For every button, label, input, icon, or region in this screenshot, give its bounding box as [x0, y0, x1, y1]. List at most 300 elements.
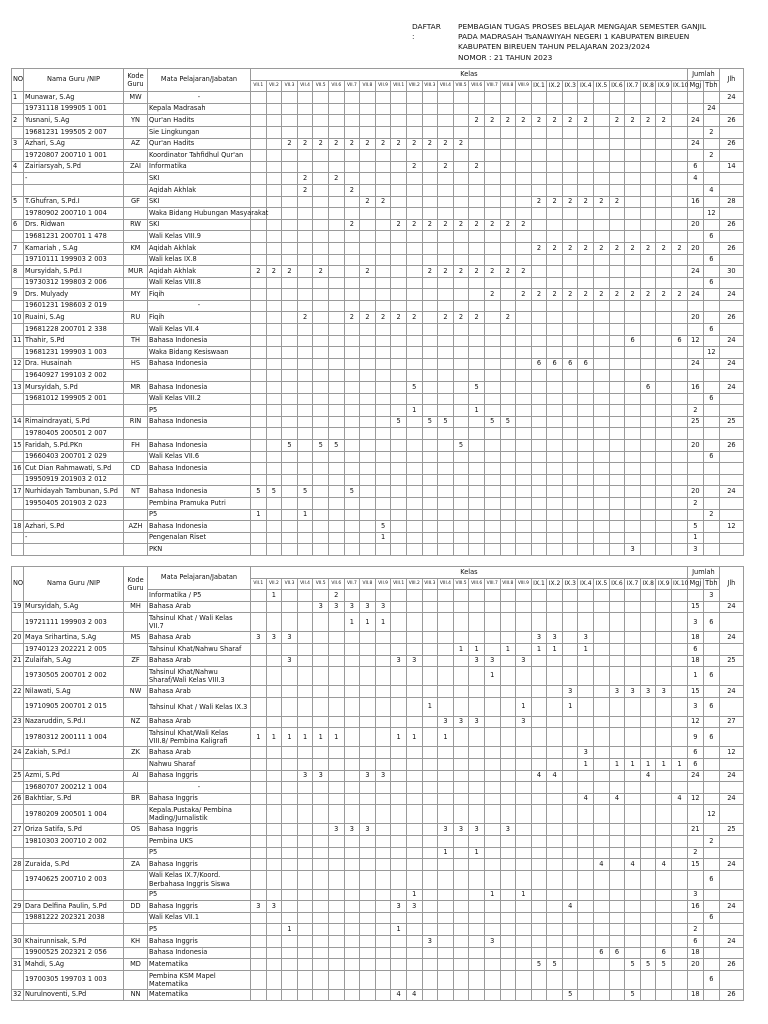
- class-cell: [453, 509, 469, 521]
- class-cell: [484, 643, 500, 655]
- class-cell: [266, 126, 282, 138]
- class-cell: [438, 901, 454, 913]
- class-cell: [313, 870, 329, 889]
- class-cell: [313, 643, 329, 655]
- class-cell: 2: [609, 242, 625, 254]
- class-cell: [422, 161, 438, 173]
- teacher-name-cell: 19730312 199803 2 006: [24, 277, 124, 289]
- teacher-name-cell: Nurhidayah Tambunan, S.Pd: [24, 486, 124, 498]
- class-cell: [251, 173, 267, 185]
- teacher-name-cell: 19721111 199903 2 003: [24, 613, 124, 632]
- class-cell: [266, 847, 282, 859]
- class-cell: [547, 416, 563, 428]
- class-cell: [360, 115, 376, 127]
- jlh-cell: 28: [719, 196, 743, 208]
- class-cell: [640, 103, 656, 115]
- class-cell: [547, 613, 563, 632]
- class-cell: 3: [360, 601, 376, 613]
- class-cell: [251, 289, 267, 301]
- class-cell: 2: [625, 242, 641, 254]
- class-cell: [531, 254, 547, 266]
- jlh-cell: 27: [719, 716, 743, 728]
- class-cell: [640, 901, 656, 913]
- class-cell: [282, 347, 298, 359]
- subject-cell: P5: [148, 405, 251, 417]
- class-cell: [516, 912, 532, 924]
- class-cell: [266, 758, 282, 770]
- class-cell: [656, 312, 672, 324]
- class-cell: [375, 716, 391, 728]
- tbh-cell: [703, 947, 719, 959]
- class-cell: [266, 242, 282, 254]
- class-cell: [406, 601, 422, 613]
- class-cell: [438, 347, 454, 359]
- class-cell: [328, 770, 344, 782]
- class-cell: 2: [594, 242, 610, 254]
- class-cell: [375, 947, 391, 959]
- class-cell: [547, 697, 563, 716]
- class-cell: [500, 924, 516, 936]
- class-cell: [251, 643, 267, 655]
- jlh-cell: [719, 231, 743, 243]
- table-row: [12, 370, 744, 382]
- class-cell: [328, 970, 344, 989]
- class-cell: [484, 92, 500, 104]
- class-cell: [640, 912, 656, 924]
- class-cell: [640, 835, 656, 847]
- class-cell: [344, 859, 360, 871]
- class-cell: 2: [391, 219, 407, 231]
- class-cell: [640, 870, 656, 889]
- class-cell: [594, 959, 610, 971]
- class-cell: [656, 532, 672, 544]
- class-cell: 3: [422, 936, 438, 948]
- class-cell: [375, 254, 391, 266]
- class-cell: [547, 716, 563, 728]
- table-row: [12, 601, 744, 613]
- class-cell: 3: [562, 686, 578, 698]
- class-cell: [578, 184, 594, 196]
- class-cell: [360, 870, 376, 889]
- class-cell: [562, 231, 578, 243]
- class-cell: [656, 92, 672, 104]
- table-row: [12, 103, 744, 115]
- class-cell: [609, 300, 625, 312]
- class-cell: [313, 970, 329, 989]
- tbh-cell: [703, 686, 719, 698]
- class-cell: [640, 428, 656, 440]
- class-cell: [266, 859, 282, 871]
- class-cell: [516, 184, 532, 196]
- class-cell: [406, 870, 422, 889]
- mgj-cell: [687, 509, 703, 521]
- subject-cell: -: [148, 300, 251, 312]
- class-cell: [438, 393, 454, 405]
- class-cell: [562, 497, 578, 509]
- class-cell: [375, 486, 391, 498]
- col-no-header: NO: [12, 69, 24, 92]
- class-cell: [391, 835, 407, 847]
- teacher-code-cell: [124, 728, 148, 747]
- class-cell: [516, 138, 532, 150]
- class-cell: [547, 590, 563, 602]
- class-cell: [484, 747, 500, 759]
- class-cell: [391, 824, 407, 836]
- class-cell: [328, 289, 344, 301]
- class-cell: [251, 416, 267, 428]
- class-cell: [344, 686, 360, 698]
- row-number: [12, 474, 24, 486]
- class-cell: [484, 312, 500, 324]
- class-cell: 5: [438, 416, 454, 428]
- col-kode-header: Kode Guru: [124, 567, 148, 602]
- class-cell: [562, 590, 578, 602]
- class-cell: [360, 358, 376, 370]
- table-row: [12, 989, 744, 1001]
- class-cell: [328, 497, 344, 509]
- class-cell: [578, 936, 594, 948]
- class-cell: [640, 358, 656, 370]
- class-cell: [609, 805, 625, 824]
- class-cell: [375, 370, 391, 382]
- jlh-cell: [719, 970, 743, 989]
- class-cell: [391, 335, 407, 347]
- class-cell: [328, 989, 344, 1001]
- class-cell: 1: [500, 643, 516, 655]
- mgj-cell: [687, 277, 703, 289]
- class-cell: [266, 532, 282, 544]
- class-cell: 2: [375, 138, 391, 150]
- class-cell: [516, 747, 532, 759]
- jlh-cell: [719, 126, 743, 138]
- class-cell: [266, 428, 282, 440]
- class-cell: [500, 126, 516, 138]
- class-cell: [609, 266, 625, 278]
- class-cell: [438, 358, 454, 370]
- teacher-name-cell: 19740625 200710 2 003: [24, 870, 124, 889]
- jlh-cell: 26: [719, 219, 743, 231]
- teacher-code-cell: MW: [124, 92, 148, 104]
- class-label: IX.6: [609, 80, 625, 92]
- class-cell: [266, 173, 282, 185]
- class-cell: 3: [360, 824, 376, 836]
- class-cell: [625, 266, 641, 278]
- subject-cell: Wali Kelas VIII.9: [148, 231, 251, 243]
- jlh-cell: 24: [719, 289, 743, 301]
- class-cell: [640, 782, 656, 794]
- class-cell: [562, 632, 578, 644]
- class-cell: [453, 300, 469, 312]
- class-cell: [469, 959, 485, 971]
- class-cell: [672, 782, 688, 794]
- class-cell: [391, 889, 407, 901]
- class-cell: [282, 870, 298, 889]
- class-cell: [360, 150, 376, 162]
- teacher-name-cell: [24, 847, 124, 859]
- tbh-cell: [703, 219, 719, 231]
- class-cell: [484, 428, 500, 440]
- class-cell: 5: [375, 521, 391, 533]
- class-cell: [578, 959, 594, 971]
- class-cell: [500, 451, 516, 463]
- class-cell: [313, 544, 329, 556]
- class-cell: [266, 613, 282, 632]
- class-cell: [594, 824, 610, 836]
- subject-cell: Bahasa Indonesia: [148, 335, 251, 347]
- class-cell: [453, 590, 469, 602]
- class-cell: [313, 912, 329, 924]
- class-label: VII.1: [251, 578, 267, 590]
- header-line: NOMOR : 21 TAHUN 2023: [458, 52, 553, 62]
- class-cell: [656, 870, 672, 889]
- table-row: [12, 847, 744, 859]
- row-number: [12, 697, 24, 716]
- class-cell: [375, 335, 391, 347]
- class-cell: [609, 474, 625, 486]
- class-cell: 2: [438, 138, 454, 150]
- jlh-cell: 24: [719, 358, 743, 370]
- class-cell: 2: [500, 266, 516, 278]
- class-cell: [625, 667, 641, 686]
- class-cell: [609, 824, 625, 836]
- class-cell: [656, 266, 672, 278]
- class-cell: [656, 835, 672, 847]
- class-cell: [344, 532, 360, 544]
- class-cell: [469, 970, 485, 989]
- class-cell: [297, 601, 313, 613]
- class-cell: [266, 405, 282, 417]
- class-cell: [313, 254, 329, 266]
- jlh-cell: 24: [719, 770, 743, 782]
- class-cell: [640, 532, 656, 544]
- teacher-code-cell: MY: [124, 289, 148, 301]
- mgj-cell: 20: [687, 440, 703, 452]
- class-cell: [516, 486, 532, 498]
- class-cell: [297, 901, 313, 913]
- class-cell: [516, 300, 532, 312]
- class-cell: [453, 428, 469, 440]
- class-cell: [438, 667, 454, 686]
- teacher-code-cell: GF: [124, 196, 148, 208]
- class-cell: [453, 393, 469, 405]
- class-cell: [375, 959, 391, 971]
- tbh-cell: [703, 901, 719, 913]
- table-row: [12, 805, 744, 824]
- class-cell: [500, 901, 516, 913]
- mgj-cell: [687, 428, 703, 440]
- row-number: [12, 643, 24, 655]
- class-cell: [391, 115, 407, 127]
- class-cell: [375, 859, 391, 871]
- class-cell: [266, 440, 282, 452]
- class-cell: [500, 184, 516, 196]
- subject-cell: Bahasa Arab: [148, 601, 251, 613]
- class-cell: [609, 428, 625, 440]
- class-cell: [547, 184, 563, 196]
- class-cell: [375, 835, 391, 847]
- class-cell: 3: [500, 824, 516, 836]
- class-cell: [406, 184, 422, 196]
- class-cell: [422, 632, 438, 644]
- tbh-cell: 6: [703, 613, 719, 632]
- class-cell: [375, 474, 391, 486]
- class-cell: [391, 266, 407, 278]
- class-cell: [609, 870, 625, 889]
- class-cell: [578, 231, 594, 243]
- class-cell: [282, 758, 298, 770]
- row-number: [12, 924, 24, 936]
- class-cell: [625, 497, 641, 509]
- class-cell: [438, 126, 454, 138]
- mgj-cell: [687, 970, 703, 989]
- tbh-cell: [703, 242, 719, 254]
- class-cell: 4: [391, 989, 407, 1001]
- table-row: [12, 416, 744, 428]
- class-cell: [375, 300, 391, 312]
- class-cell: [391, 184, 407, 196]
- class-cell: [297, 686, 313, 698]
- class-cell: [422, 393, 438, 405]
- class-cell: [360, 847, 376, 859]
- class-cell: [406, 150, 422, 162]
- jlh-cell: [719, 889, 743, 901]
- class-cell: [422, 382, 438, 394]
- class-cell: [422, 747, 438, 759]
- jlh-cell: [719, 393, 743, 405]
- teacher-name-cell: Zairiarsyah, S.Pd: [24, 161, 124, 173]
- class-cell: [625, 451, 641, 463]
- class-cell: [438, 150, 454, 162]
- class-cell: [375, 451, 391, 463]
- class-cell: [251, 451, 267, 463]
- class-cell: 1: [422, 697, 438, 716]
- class-cell: [266, 347, 282, 359]
- class-cell: [547, 138, 563, 150]
- class-cell: [422, 805, 438, 824]
- row-number: 29: [12, 901, 24, 913]
- class-cell: [609, 770, 625, 782]
- row-number: 28: [12, 859, 24, 871]
- teacher-name-cell: [24, 758, 124, 770]
- mgj-cell: 15: [687, 601, 703, 613]
- class-cell: [484, 793, 500, 805]
- class-cell: [656, 231, 672, 243]
- mgj-cell: 1: [687, 532, 703, 544]
- class-cell: [547, 686, 563, 698]
- class-cell: [282, 509, 298, 521]
- row-number: 10: [12, 312, 24, 324]
- class-cell: [609, 521, 625, 533]
- class-cell: [469, 686, 485, 698]
- class-cell: [406, 242, 422, 254]
- class-cell: [547, 440, 563, 452]
- class-cell: [251, 947, 267, 959]
- class-cell: [516, 382, 532, 394]
- mgj-cell: 3: [687, 697, 703, 716]
- class-cell: [391, 912, 407, 924]
- class-cell: [251, 590, 267, 602]
- class-cell: [469, 758, 485, 770]
- class-cell: [282, 416, 298, 428]
- class-label: VIII.6: [469, 578, 485, 590]
- class-label: IX.7: [625, 80, 641, 92]
- subject-cell: Qur'an Hadits: [148, 115, 251, 127]
- class-cell: [266, 835, 282, 847]
- class-cell: [562, 254, 578, 266]
- class-cell: 2: [360, 266, 376, 278]
- class-cell: [609, 219, 625, 231]
- class-cell: [531, 824, 547, 836]
- class-cell: [594, 115, 610, 127]
- col-mapel-header: Mata Pelajaran/Jabatan: [148, 69, 251, 92]
- teacher-code-cell: [124, 405, 148, 417]
- class-cell: [251, 859, 267, 871]
- class-cell: [266, 770, 282, 782]
- class-cell: [282, 824, 298, 836]
- class-cell: [484, 959, 500, 971]
- teacher-name-cell: Ruaini, S.Ag: [24, 312, 124, 324]
- class-cell: [547, 103, 563, 115]
- class-cell: [500, 300, 516, 312]
- class-cell: [422, 970, 438, 989]
- class-cell: [578, 544, 594, 556]
- class-cell: [469, 509, 485, 521]
- class-cell: [251, 847, 267, 859]
- class-cell: [391, 532, 407, 544]
- class-cell: [656, 716, 672, 728]
- class-cell: [453, 970, 469, 989]
- class-cell: [313, 103, 329, 115]
- class-cell: [500, 758, 516, 770]
- class-cell: [578, 912, 594, 924]
- class-cell: [516, 989, 532, 1001]
- class-label: VIII.9: [516, 578, 532, 590]
- table-header-row: [12, 567, 744, 579]
- teacher-code-cell: RU: [124, 312, 148, 324]
- class-cell: [625, 835, 641, 847]
- class-cell: [547, 805, 563, 824]
- class-cell: [422, 196, 438, 208]
- class-cell: [547, 486, 563, 498]
- tbh-cell: [703, 370, 719, 382]
- class-cell: [484, 509, 500, 521]
- class-cell: 2: [282, 266, 298, 278]
- class-cell: [282, 358, 298, 370]
- table-row: [12, 632, 744, 644]
- class-cell: [547, 793, 563, 805]
- class-cell: 2: [547, 196, 563, 208]
- teacher-name-cell: Nilawati, S.Ag: [24, 686, 124, 698]
- class-cell: [328, 747, 344, 759]
- class-cell: [609, 277, 625, 289]
- class-cell: [266, 509, 282, 521]
- class-cell: [406, 486, 422, 498]
- class-cell: 1: [406, 889, 422, 901]
- class-cell: 3: [516, 655, 532, 667]
- class-cell: [640, 590, 656, 602]
- class-cell: [453, 805, 469, 824]
- class-cell: [438, 601, 454, 613]
- teacher-code-cell: [124, 947, 148, 959]
- class-cell: [609, 601, 625, 613]
- class-cell: [500, 632, 516, 644]
- class-cell: [469, 835, 485, 847]
- class-cell: [594, 716, 610, 728]
- class-label: IX.6: [609, 578, 625, 590]
- teacher-name-cell: Faridah, S.Pd.PKn: [24, 440, 124, 452]
- subject-cell: Matematika: [148, 989, 251, 1001]
- class-cell: [562, 870, 578, 889]
